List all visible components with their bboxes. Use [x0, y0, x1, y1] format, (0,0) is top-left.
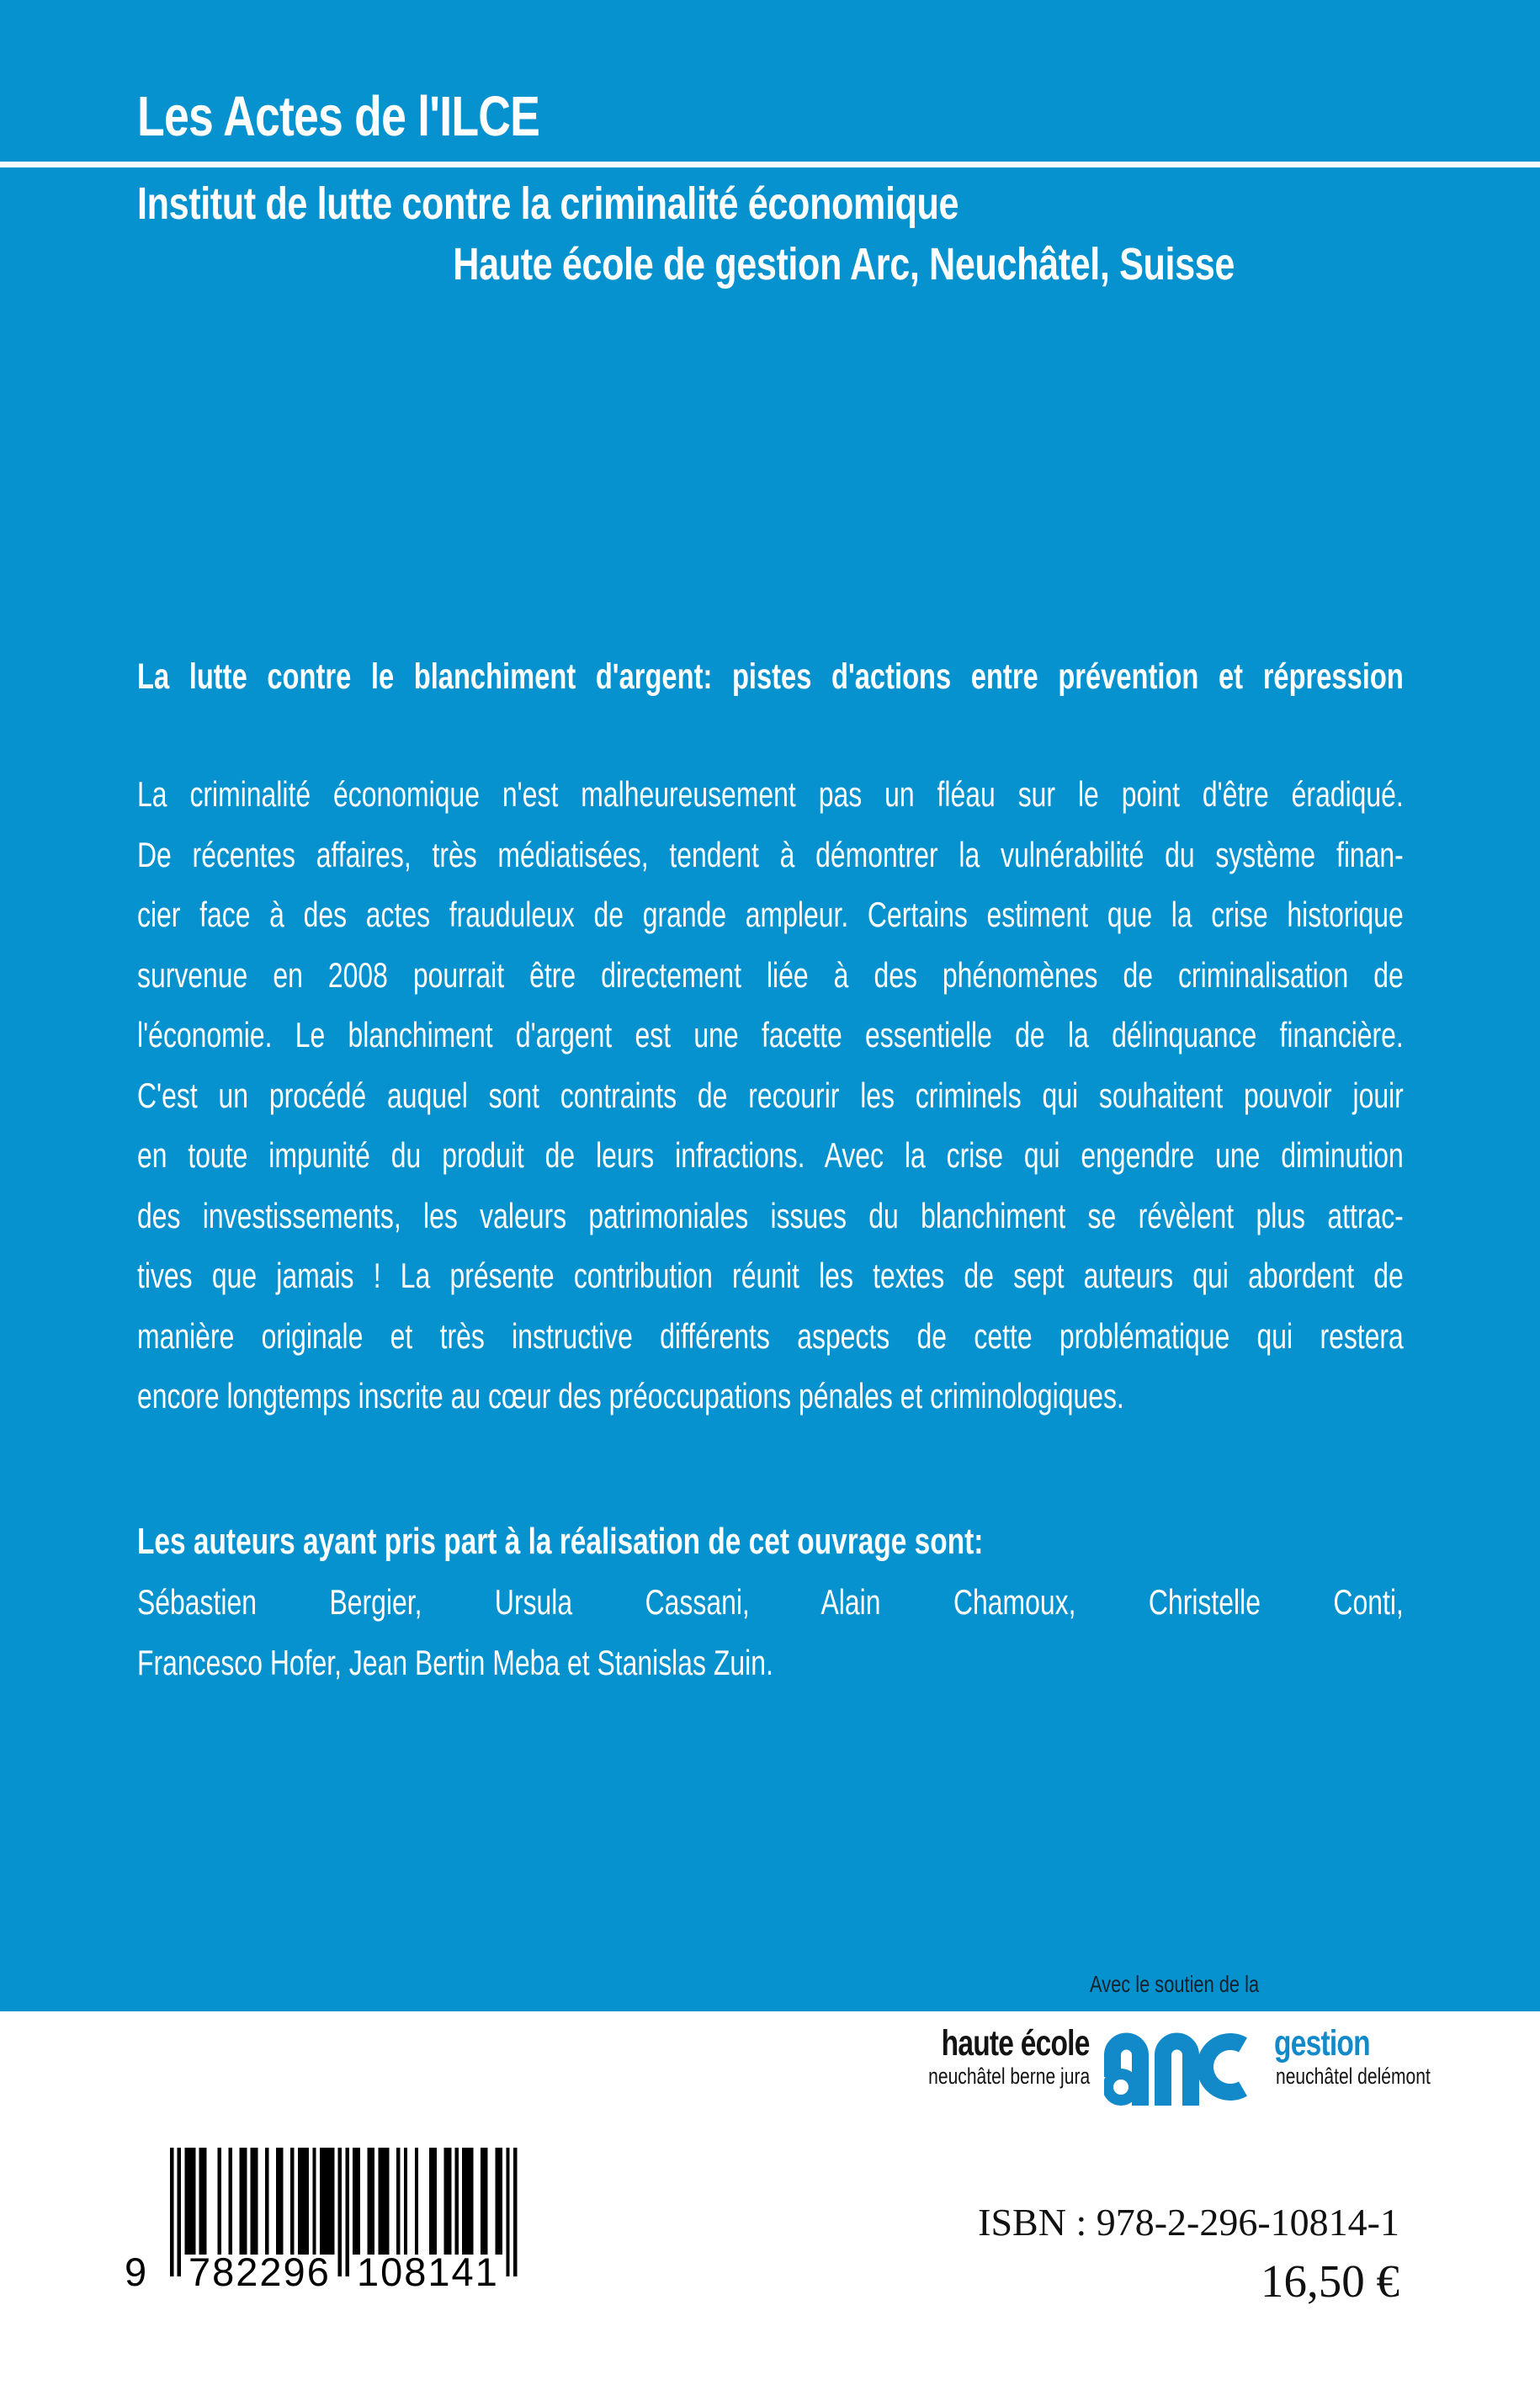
synopsis-line: en toute impunité du produit de leurs infractions. Avec la crise qui engendre une diminution — [137, 1135, 1404, 1175]
authors-line: Francesco Hofer, Jean Bertin Meba et Stanislas Zuin. — [137, 1643, 773, 1682]
barcode-digits-right: 108141 — [357, 2250, 499, 2294]
logo-dept-subtitle: neuchâtel delémont — [1276, 2064, 1431, 2089]
synopsis-paragraph — [137, 764, 1404, 1426]
barcode-digit-lead: 9 — [125, 2250, 147, 2294]
title-divider-rule — [0, 162, 1540, 167]
book-title: La lutte contre le blanchiment d'argent: pistes d'actions entre prévention et répression — [137, 656, 1404, 697]
price: 16,50 € — [1261, 2255, 1399, 2307]
synopsis-line: l'économie. Le blanchiment d'argent est une facette essentielle de la délinquance financière. — [137, 1015, 1404, 1054]
institute-line1: Institut de lutte contre la criminalité économique — [137, 178, 959, 229]
isbn-price-block — [810, 2200, 1399, 2308]
isbn-number: ISBN : 978-2-296-10814-1 — [978, 2201, 1399, 2244]
synopsis-line: C'est un procédé auquel sont contraints de recourir les criminels qui souhaitent pouvoir jouir — [137, 1075, 1404, 1115]
logo-dept-name: gestion — [1274, 2023, 1370, 2064]
barcode-digits-left: 782296 — [189, 2250, 331, 2294]
authors-line: Sébastien Bergier, Ursula Cassani, Alain Chamoux, Christelle Conti, — [137, 1582, 1404, 1622]
logo-school-name: haute école — [942, 2023, 1090, 2064]
series-title: Les Actes de l'ILCE — [137, 85, 540, 148]
synopsis-line: survenue en 2008 pourrait être directement liée à des phénomènes de criminalisation de — [137, 954, 1404, 995]
synopsis-line: La criminalité économique n'est malheureusement pas un fléau sur le point d'être éradiqué. — [137, 774, 1404, 814]
support-note: Avec le soutien de la — [1090, 1971, 1260, 1997]
arc-logo-icon — [1104, 2025, 1260, 2106]
arc-letter-r — [1163, 2042, 1191, 2106]
arc-letter-a-counter — [1113, 2080, 1128, 2095]
synopsis-line: manière originale et très instructive différents aspects de cette problématique qui restera — [137, 1315, 1404, 1356]
institute-line2: Haute école de gestion Arc, Neuchâtel, Suisse — [453, 239, 1235, 289]
synopsis-line: De récentes affaires, très médiatisées, tendent à démontrer la vulnérabilité du système finan- — [137, 834, 1404, 874]
authors-heading: Les auteurs ayant pris part à la réalisation de cet ouvrage sont: — [137, 1521, 984, 1562]
synopsis-line: cier face à des actes frauduleux de grande ampleur. Certains estiment que la crise historique — [137, 895, 1404, 934]
institute-block — [137, 173, 1235, 295]
authors-block — [137, 1511, 1404, 1693]
logo-school-subtitle: neuchâtel berne jura — [927, 2064, 1090, 2089]
arc-letter-c — [1205, 2042, 1243, 2092]
synopsis-line: tives que jamais ! La présente contribution réunit les textes de sept auteurs qui abordent de — [137, 1256, 1404, 1295]
synopsis-line: des investissements, les valeurs patrimoniales issues du blanchiment se révèlent plus attrac- — [137, 1195, 1404, 1235]
synopsis-line: encore longtemps inscrite au cœur des préoccupations pénales et criminologiques. — [137, 1376, 1124, 1416]
